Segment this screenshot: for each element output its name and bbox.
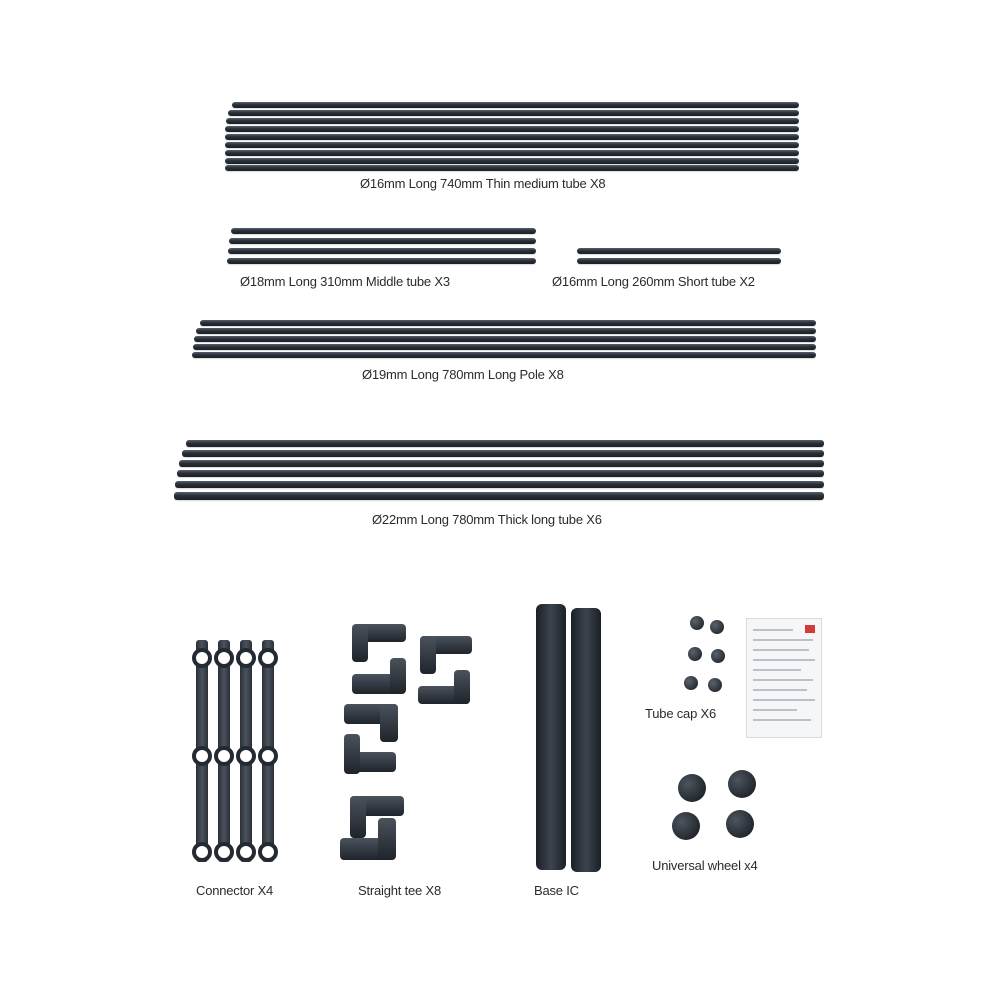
- tube-cap: [684, 676, 698, 690]
- instruction-line: [753, 689, 807, 691]
- tube-cap: [690, 616, 704, 630]
- tube: [229, 238, 536, 244]
- short-tube-label: Ø16mm Long 260mm Short tube X2: [552, 274, 755, 289]
- tee-fitting: [344, 734, 360, 774]
- universal-wheel-label: Universal wheel x4: [652, 858, 758, 873]
- connector-ring: [214, 746, 234, 766]
- tube-cap: [711, 649, 725, 663]
- connector-ring: [192, 842, 212, 862]
- tube: [227, 258, 536, 264]
- connector-ring: [236, 842, 256, 862]
- instruction-line: [753, 629, 793, 631]
- wheel: [728, 770, 756, 798]
- tube: [225, 134, 799, 140]
- instruction-line: [753, 709, 797, 711]
- instruction-line: [753, 659, 815, 661]
- tube: [232, 102, 799, 108]
- tube: [226, 118, 799, 124]
- tube: [177, 470, 824, 477]
- tube-cap: [688, 647, 702, 661]
- instruction-line: [753, 669, 801, 671]
- connector-ring: [214, 648, 234, 668]
- instruction-line: [753, 699, 815, 701]
- tube: [225, 142, 799, 148]
- instruction-sheet-logo: [805, 625, 815, 633]
- long-pole-label: Ø19mm Long 780mm Long Pole X8: [362, 367, 564, 382]
- tube: [231, 228, 536, 234]
- tube: [179, 460, 824, 467]
- tube-cap: [708, 678, 722, 692]
- connector-ring: [258, 746, 278, 766]
- base-label: Base IC: [534, 883, 579, 898]
- tube: [228, 110, 799, 116]
- tube: [225, 126, 799, 132]
- base-piece: [536, 604, 566, 870]
- tube: [577, 248, 781, 254]
- tube: [577, 258, 781, 264]
- tube-cap-label: Tube cap X6: [645, 706, 717, 721]
- thick-long-tube-label: Ø22mm Long 780mm Thick long tube X6: [372, 512, 602, 527]
- tee-fitting: [454, 670, 470, 704]
- tube: [194, 336, 816, 342]
- instruction-line: [753, 719, 811, 721]
- connector-ring: [258, 648, 278, 668]
- connector-ring: [192, 648, 212, 668]
- tube: [225, 150, 799, 156]
- instruction-line: [753, 679, 813, 681]
- connector-ring: [258, 842, 278, 862]
- tee-fitting: [352, 624, 368, 662]
- tee-fitting: [350, 796, 366, 838]
- tube: [196, 328, 816, 334]
- tube: [175, 481, 824, 488]
- middle-tube-label: Ø18mm Long 310mm Middle tube X3: [240, 274, 450, 289]
- tube: [225, 158, 799, 164]
- tube: [174, 492, 824, 500]
- connector-ring: [236, 746, 256, 766]
- wheel: [726, 810, 754, 838]
- straight-tee-label: Straight tee X8: [358, 883, 441, 898]
- instruction-line: [753, 649, 809, 651]
- instruction-line: [753, 639, 813, 641]
- connector-ring: [192, 746, 212, 766]
- tube: [186, 440, 824, 447]
- tube: [225, 165, 799, 171]
- tube: [228, 248, 536, 254]
- connector-label: Connector X4: [196, 883, 274, 898]
- wheel: [672, 812, 700, 840]
- tube: [193, 344, 816, 350]
- tube: [200, 320, 816, 326]
- tee-fitting: [380, 704, 398, 742]
- tee-fitting: [378, 818, 396, 860]
- connector-ring: [214, 842, 234, 862]
- wheel: [678, 774, 706, 802]
- tube: [182, 450, 824, 457]
- base-piece: [571, 608, 601, 872]
- tee-fitting: [420, 636, 436, 674]
- connector-ring: [236, 648, 256, 668]
- tube-cap: [710, 620, 724, 634]
- tube: [192, 352, 816, 358]
- thin-medium-tube-label: Ø16mm Long 740mm Thin medium tube X8: [360, 176, 606, 191]
- tee-fitting: [390, 658, 406, 694]
- instruction-sheet: [746, 618, 822, 738]
